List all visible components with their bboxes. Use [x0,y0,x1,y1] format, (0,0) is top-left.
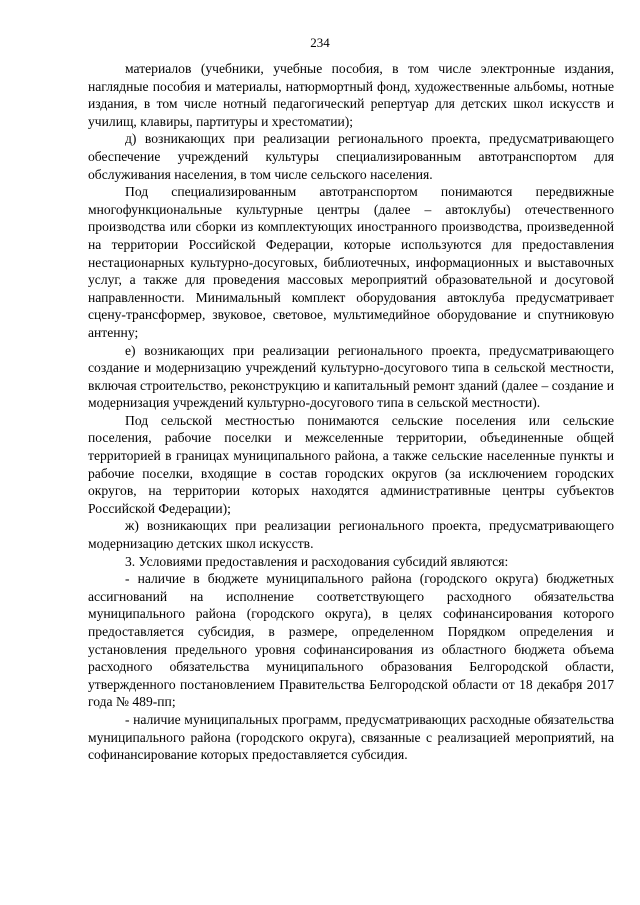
paragraph-conditions-heading: 3. Условиями предоставления и расходования субсидий являются: [125,553,509,569]
paragraph-condition-programs: - наличие муниципальных программ, предусматривающих расходные обязательства муниципального района (городского округа), связанные с реализацией мероприятий, на софинансирование которых предоставляется субсидия. [88,711,614,763]
paragraph-condition-budget: - наличие в бюджете муниципального района (городского округа) бюджетных ассигнований на исполнение соответствующего расходного обязательства муниципального района (городского округа), в целях софинансирования которого предоставляется субсидия, в размере, определенном Порядком определения и установления предельного уровня софинансирования из областного бюджета объема расходного обязательства муниципального образования Белгородской области, утвержденного постановлением Правительства Белгородской области от 18 декабря 2017 года № 489-пп; [88,571,614,710]
page-number: 234 [310,35,330,50]
paragraph-materials: материалов (учебники, учебные пособия, в том числе электронные издания, наглядные пособия и материалы, натюрмортный фонд, художественные альбомы, нотные издания, в том числе нотный педагогический репертуар для детских школ искусств и училищ, клавиры, партитуры и хрестоматии); [88,61,614,129]
paragraph-autoclub-definition: Под специализированным автотранспортом понимаются передвижные многофункциональные культурные центры (далее – автоклубы) отечественного производства или сборки из комплектующих иностранного производства, произведенной на территории Российской Федерации, которые используются для предоставления нестационарных культурно-досуговых, библиотечных, информационных и выставочных услуг, а также для проведения массовых мероприятий образовательной и досуговой направленности. Минимальный комплект оборудования автоклуба предусматривает сцену-трансформер, звуковое, световое, мультимедийное оборудование и спутниковую антенну; [88,184,614,340]
paragraph-item-d: д) возникающих при реализации регионального проекта, предусматривающего обеспечение учреждений культуры специализированным автотранспортом для обслуживания населения, в том числе сельского населения. [88,131,614,182]
body-text [88,60,614,764]
paragraph-rural-definition: Под сельской местностью понимаются сельские поселения или сельские поселения, рабочие поселки и межселенные территории, объединенные общей территорией в границах муниципального района, а также сельские населенные пункты и рабочие поселки, входящие в состав городских округов (за исключением городских округов, на территории которых находятся административные центры субъектов Российской Федерации); [88,412,614,516]
paragraph-item-e: е) возникающих при реализации регионального проекта, предусматривающего создание и модернизацию учреждений культурно-досугового типа в сельской местности, включая строительство, реконструкцию и капитальный ремонт зданий (далее – создание и модернизация учреждений культурно-досугового типа в сельской местности). [88,342,614,411]
paragraph-item-zh: ж) возникающих при реализации регионального проекта, предусматривающего модернизацию детских школ искусств. [88,518,614,552]
